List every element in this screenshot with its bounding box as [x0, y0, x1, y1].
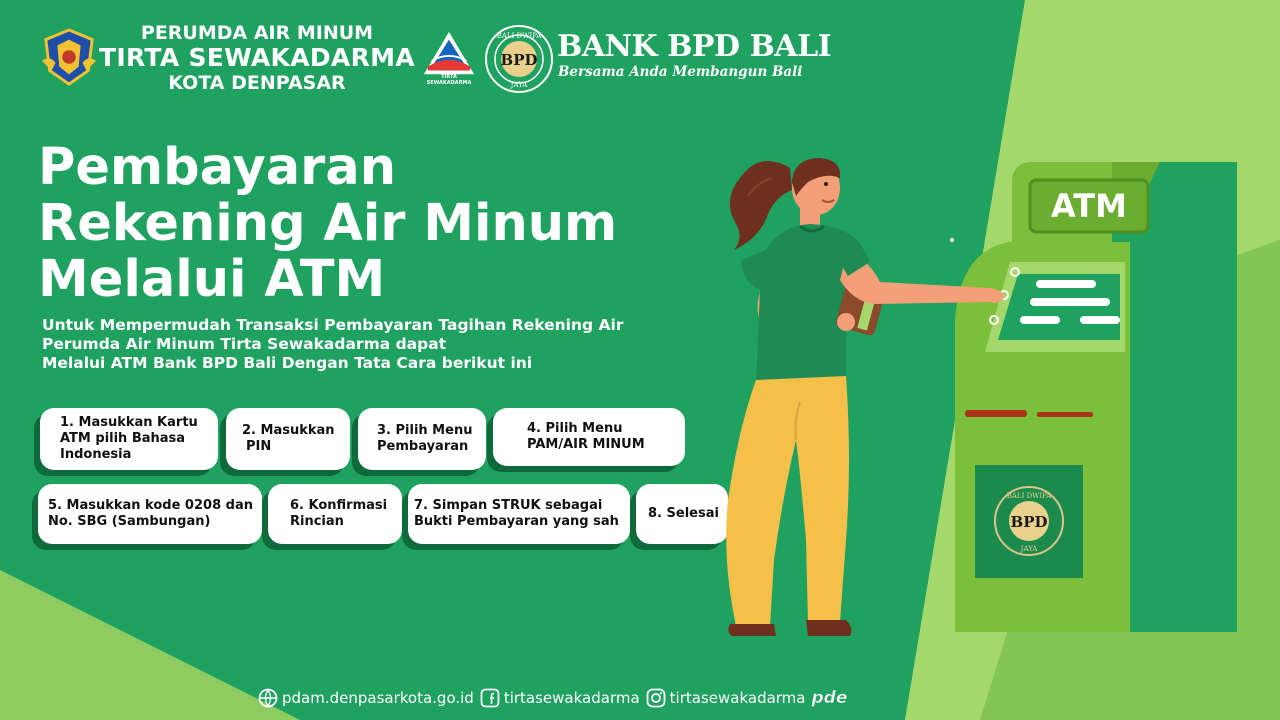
svg-text:BPD: BPD [1010, 513, 1048, 531]
footer [258, 688, 847, 708]
step-7-line-1: 7. Simpan STRUK sebagai [414, 498, 603, 513]
step-7-line-2: Bukti Pembayaran yang sah [414, 514, 619, 529]
step-4-line-2: PAM/AIR MINUM [527, 437, 645, 452]
step-5-line-1: 5. Masukkan kode 0208 dan [48, 498, 253, 513]
step-3-line-1: 3. Pilih Menu [377, 423, 473, 438]
step-6-line-2: Rincian [290, 514, 344, 529]
title-line-3: Melalui ATM [38, 250, 386, 309]
globe-icon [258, 688, 278, 708]
step-1-line-1: 1. Masukkan Kartu [60, 415, 198, 430]
pde-logo-text: pde [811, 688, 848, 708]
step-8-line-1: 8. Selesai [648, 506, 719, 521]
svg-text:JAYA: JAYA [1020, 545, 1038, 553]
step-6-line-1: 6. Konfirmasi [290, 498, 388, 513]
svg-text:BALI DWIPA: BALI DWIPA [496, 32, 542, 40]
step-3-line-2: Pembayaran [377, 439, 469, 454]
header-line-3: KOTA DENPASAR [168, 72, 346, 94]
title-line-2: Rekening Air Minum [38, 194, 618, 253]
subtitle-line-1: Untuk Mempermudah Transaksi Pembayaran Tagihan Rekening Air [42, 316, 624, 334]
step-5-line-2: No. SBG (Sambungan) [48, 514, 211, 529]
facebook-icon [480, 688, 500, 708]
footer-website[interactable] [258, 688, 474, 708]
step-2-line-1: 2. Masukkan [242, 423, 335, 438]
svg-text:BPD: BPD [500, 51, 538, 69]
subtitle-line-3: Melalui ATM Bank BPD Bali Dengan Tata Cara berikut ini [42, 354, 533, 372]
header-line-1: PERUMDA AIR MINUM [140, 22, 374, 44]
title-line-1: Pembayaran [38, 138, 396, 197]
step-1-line-3: Indonesia [60, 447, 132, 462]
svg-text:ATM: ATM [1051, 187, 1127, 225]
pde-logo [811, 688, 847, 708]
instagram-icon [646, 688, 666, 708]
bank-tagline: Bersama Anda Membangun Bali [558, 64, 803, 80]
step-2-line-2: PIN [246, 439, 272, 454]
step-4-line-1: 4. Pilih Menu [527, 421, 623, 436]
bank-name: BANK BPD BALI [557, 29, 832, 64]
website-text: pdam.denpasarkota.go.id [282, 689, 474, 707]
svg-text:BALI DWIPA: BALI DWIPA [1006, 492, 1052, 500]
svg-text:JAYA: JAYA [510, 81, 528, 89]
step-1-line-2: ATM pilih Bahasa [60, 431, 186, 446]
instagram-text: tirtasewakadarma [669, 689, 806, 707]
footer-instagram[interactable] [646, 688, 806, 708]
footer-facebook[interactable] [480, 688, 640, 708]
tirta-logo-caption: TIRTA SEWAKADARMA [426, 74, 472, 86]
facebook-text: tirtasewakadarma [503, 689, 640, 707]
header-line-2: TIRTA SEWAKADARMA [99, 43, 415, 72]
subtitle-line-2: Perumda Air Minum Tirta Sewakadarma dapat [42, 335, 447, 353]
